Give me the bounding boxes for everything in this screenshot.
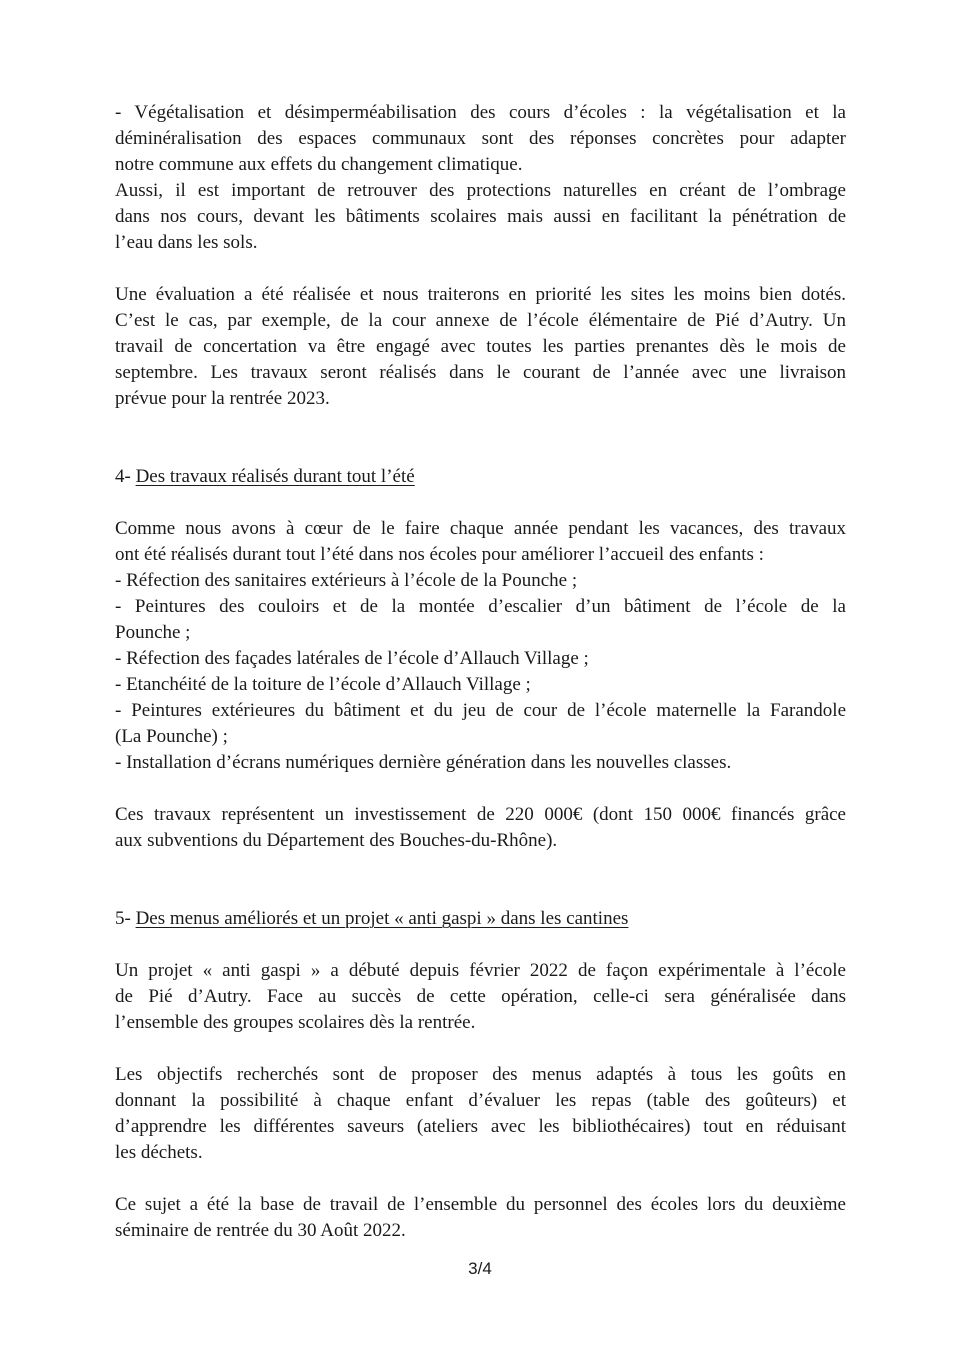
text-line: ont été réalisés durant tout l’été dans nos écoles pour améliorer l’accueil des enfants : xyxy=(115,544,764,565)
section-5-heading xyxy=(115,906,846,932)
text-line: Aussi, il est important de retrouver des protections naturelles en créant de l’ombrage xyxy=(115,180,846,201)
investment-paragraph xyxy=(115,802,846,854)
text-line: Ce sujet a été la base de travail de l’ensemble du personnel des écoles lors du deuxième xyxy=(115,1194,846,1215)
text-line: donnant la possibilité à chaque enfant d’évaluer les repas (table des goûteurs) et xyxy=(115,1090,846,1111)
section-title: Des travaux réalisés durant tout l’été xyxy=(135,466,415,487)
list-item: (La Pounche) ; xyxy=(115,726,228,747)
section-4-heading xyxy=(115,464,846,490)
text-line: l’eau dans les sols. xyxy=(115,232,258,253)
text-line: - Végétalisation et désimperméabilisation des cours d’écoles : la végétalisation et la xyxy=(115,102,846,123)
text-line: C’est le cas, par exemple, de la cour annexe de l’école élémentaire de Pié d’Autry. Un xyxy=(115,310,846,331)
text-line: dans nos cours, devant les bâtiments scolaires mais aussi en facilitant la pénétration de xyxy=(115,206,846,227)
section-number: 4- xyxy=(115,466,131,487)
section-title: Des menus améliorés et un projet « anti gaspi » dans les cantines xyxy=(135,908,629,929)
text-line: Les objectifs recherchés sont de proposer des menus adaptés à tous les goûts en xyxy=(115,1064,846,1085)
text-line: Comme nous avons à cœur de le faire chaque année pendant les vacances, des travaux xyxy=(115,518,846,539)
text-line: d’apprendre les différentes saveurs (ateliers avec les bibliothécaires) tout en réduisant xyxy=(115,1116,846,1137)
text-line: de Pié d’Autry. Face au succès de cette opération, celle-ci sera généralisée dans xyxy=(115,986,846,1007)
list-item: - Réfection des façades latérales de l’école d’Allauch Village ; xyxy=(115,648,589,669)
text-line: travail de concertation va être engagé avec toutes les parties prenantes dès le mois de xyxy=(115,336,846,357)
text-line: l’ensemble des groupes scolaires dès la rentrée. xyxy=(115,1012,476,1033)
document-page xyxy=(115,100,846,1244)
list-item: - Peintures des couloirs et de la montée d’escalier d’un bâtiment de l’école de la xyxy=(115,596,846,617)
text-line: notre commune aux effets du changement climatique. xyxy=(115,154,523,175)
list-item: - Etanchéité de la toiture de l’école d’Allauch Village ; xyxy=(115,674,531,695)
text-line: aux subventions du Département des Bouches-du-Rhône). xyxy=(115,830,558,851)
text-line: séminaire de rentrée du 30 Août 2022. xyxy=(115,1220,406,1241)
list-item: Pounche ; xyxy=(115,622,191,643)
seminar-paragraph xyxy=(115,1192,846,1244)
vegetalisation-paragraph xyxy=(115,100,846,256)
text-line: Une évaluation a été réalisée et nous traiterons en priorité les sites les moins bien dotés. xyxy=(115,284,846,305)
text-line: les déchets. xyxy=(115,1142,203,1163)
text-line: déminéralisation des espaces communaux sont des réponses concrètes pour adapter xyxy=(115,128,846,149)
page-number: 3/4 xyxy=(468,1259,492,1278)
text-line: Un projet « anti gaspi » a débuté depuis février 2022 de façon expérimentale à l’école xyxy=(115,960,846,981)
list-item: - Réfection des sanitaires extérieurs à l’école de la Pounche ; xyxy=(115,570,578,591)
text-line: prévue pour la rentrée 2023. xyxy=(115,388,330,409)
list-item: - Peintures extérieures du bâtiment et du jeu de cour de l’école maternelle la Farandole xyxy=(115,700,846,721)
text-line: Ces travaux représentent un investissement de 220 000€ (dont 150 000€ financés grâce xyxy=(115,804,846,825)
section-number: 5- xyxy=(115,908,131,929)
list-item: - Installation d’écrans numériques dernière génération dans les nouvelles classes. xyxy=(115,752,732,773)
text-line: septembre. Les travaux seront réalisés dans le courant de l’année avec une livraison xyxy=(115,362,846,383)
works-intro-paragraph xyxy=(115,516,846,776)
evaluation-paragraph xyxy=(115,282,846,412)
anti-gaspi-paragraph xyxy=(115,958,846,1036)
objectives-paragraph xyxy=(115,1062,846,1166)
